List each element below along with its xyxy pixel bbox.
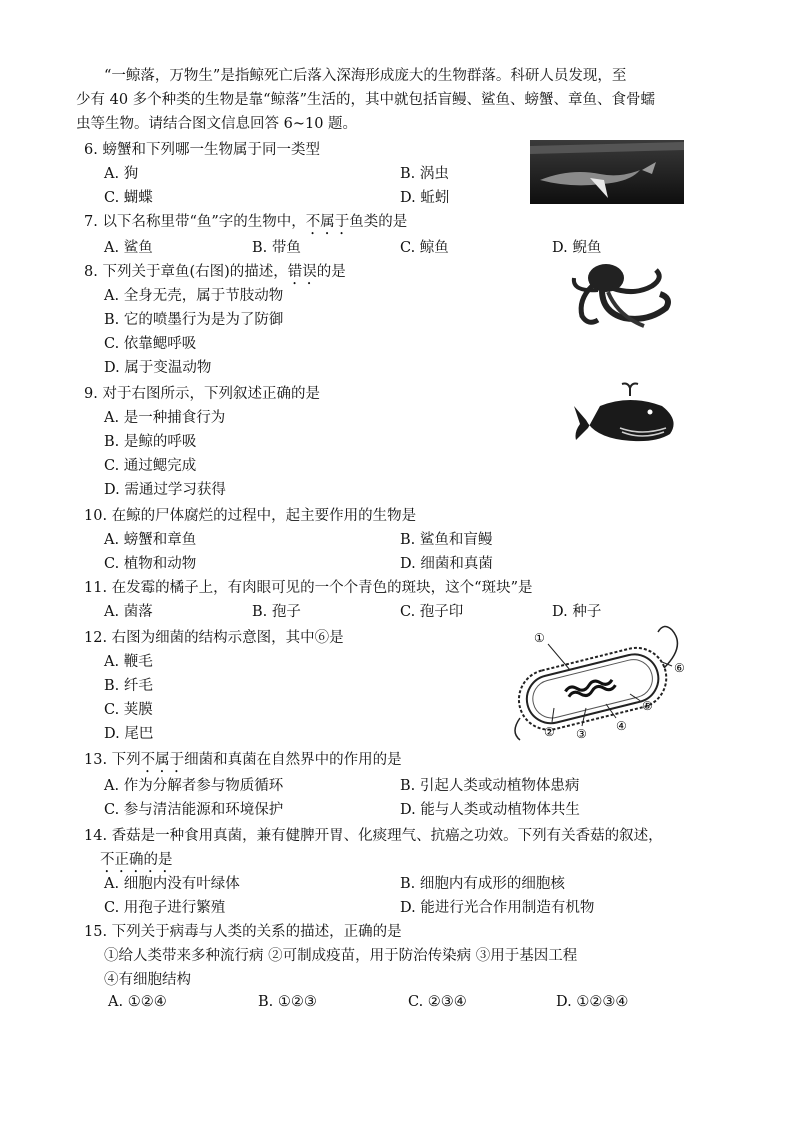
question-12-option-d: D. 尾巴 [104, 726, 154, 742]
diagram-label-5: ⑤ [642, 699, 653, 713]
question-14-option-a: A. 细胞内没有叶绿体 [104, 876, 240, 892]
octopus-image [568, 256, 678, 328]
intro-line-2: 少有 40 多个种类的生物是靠“鲸落”生活的，其中就包括盲鳗、鲨鱼、螃蟹、章鱼、食骨蠕 [76, 92, 655, 108]
question-13-option-a: A. 作为分解者参与物质循环 [104, 778, 284, 794]
question-7-option-a: A. 鲨鱼 [104, 240, 153, 256]
question-14-option-d: D. 能进行光合作用制造有机物 [400, 900, 595, 916]
question-9-option-a: A. 是一种捕食行为 [104, 410, 226, 426]
question-8-stem-post: 的是 [316, 264, 346, 280]
question-9-option-c: C. 通过鳃完成 [104, 458, 197, 474]
question-14-option-c: C. 用孢子进行繁殖 [104, 900, 226, 916]
question-9-stem: 9. 对于右图所示，下列叙述正确的是 [84, 386, 320, 402]
diagram-label-2: ② [544, 725, 555, 739]
question-6-option-b: B. 涡虫 [400, 166, 449, 182]
question-15-option-a: A. ①②④ [108, 994, 167, 1010]
question-8-option-d: D. 属于变温动物 [104, 360, 212, 376]
question-12-stem: 12. 右图为细菌的结构示意图，其中⑥是 [84, 630, 344, 646]
question-13-stem [84, 748, 402, 776]
diagram-label-4: ④ [616, 719, 627, 733]
intro-line-1: “一鲸落，万物生”是指鲸死亡后落入深海形成庞大的生物群落。科研人员发现，至 [104, 68, 627, 84]
question-8-option-c: C. 依靠鳃呼吸 [104, 336, 197, 352]
question-14-option-b: B. 细胞内有成形的细胞核 [400, 876, 565, 892]
question-14-stem-emphasis: 不正确的是 [100, 852, 173, 868]
question-15-stem: 15. 下列关于病毒与人类的关系的描述，正确的是 [84, 924, 402, 940]
question-13-option-b: B. 引起人类或动植物体患病 [400, 778, 580, 794]
question-8-stem-pre: 8. 下列关于章鱼(右图)的描述， [84, 264, 288, 280]
diagram-label-6: ⑥ [674, 661, 685, 675]
question-13-stem-pre: 13. 下列 [84, 752, 141, 768]
question-13-option-d: D. 能与人类或动植物体共生 [400, 802, 580, 818]
question-7-stem [84, 210, 407, 238]
question-9-option-b: B. 是鲸的呼吸 [104, 434, 197, 450]
question-11-option-a: A. 菌落 [104, 604, 153, 620]
question-7-stem-post: 鱼类的是 [349, 214, 408, 230]
intro-paragraph [76, 64, 744, 136]
question-7-option-b: B. 带鱼 [252, 240, 301, 256]
question-15-option-b: B. ①②③ [258, 994, 317, 1010]
question-12-option-a: A. 鞭毛 [104, 654, 153, 670]
question-8-stem-emphasis: 错误 [287, 264, 317, 280]
question-15-option-c: C. ②③④ [408, 994, 467, 1010]
question-7-stem-emphasis: 不属于 [305, 214, 350, 230]
question-14-stem: 14. 香菇是一种食用真菌，兼有健脾开胃、化痰理气、抗癌之功效。下列有关香菇的叙述， [84, 828, 663, 844]
intro-line-3: 虫等生物。请结合图文信息回答 6~10 题。 [76, 116, 358, 132]
diagram-label-3: ③ [576, 727, 587, 741]
question-8-option-b: B. 它的喷墨行为是为了防御 [104, 312, 284, 328]
whale-fall-photo [530, 140, 684, 204]
question-10-option-d: D. 细菌和真菌 [400, 556, 493, 572]
question-10-option-b: B. 鲨鱼和盲鳗 [400, 532, 493, 548]
question-12-option-c: C. 荚膜 [104, 702, 153, 718]
question-13-stem-emphasis: 不属于 [140, 752, 185, 768]
question-11-stem: 11. 在发霉的橘子上，有肉眼可见的一个个青色的斑块，这个“斑块”是 [84, 580, 533, 596]
question-10-stem: 10. 在鲸的尸体腐烂的过程中，起主要作用的生物是 [84, 508, 417, 524]
question-15-items-line-2: ④有细胞结构 [104, 972, 191, 988]
question-15-items-line-1: ①给人类带来多种流行病 ②可制成疫苗，用于防治传染病 ③用于基因工程 [104, 948, 578, 964]
question-15-option-d: D. ①②③④ [556, 994, 629, 1010]
question-11-option-d: D. 种子 [552, 604, 602, 620]
question-13-stem-post: 细菌和真菌在自然界中的作用的是 [184, 752, 402, 768]
question-11-option-b: B. 孢子 [252, 604, 301, 620]
question-7-option-d: D. 鲵鱼 [552, 240, 602, 256]
question-12-option-b: B. 纤毛 [104, 678, 153, 694]
whale-spout-image [570, 380, 682, 446]
diagram-label-1: ① [534, 631, 545, 645]
question-8-option-a: A. 全身无壳，属于节肢动物 [104, 288, 284, 304]
question-6-option-d: D. 蚯蚓 [400, 190, 450, 206]
question-7-option-c: C. 鲸鱼 [400, 240, 449, 256]
question-6-option-a: A. 狗 [104, 166, 139, 182]
question-9-option-d: D. 需通过学习获得 [104, 482, 226, 498]
question-10-option-a: A. 螃蟹和章鱼 [104, 532, 197, 548]
question-6-stem: 6. 螃蟹和下列哪一生物属于同一类型 [84, 142, 320, 158]
question-10-option-c: C. 植物和动物 [104, 556, 197, 572]
question-7-stem-pre: 7. 以下名称里带“鱼”字的生物中， [84, 214, 306, 230]
question-6-option-c: C. 蝴蝶 [104, 190, 153, 206]
bacterium-structure-diagram [496, 622, 696, 744]
question-11-option-c: C. 孢子印 [400, 604, 464, 620]
question-13-option-c: C. 参与清洁能源和环境保护 [104, 802, 284, 818]
